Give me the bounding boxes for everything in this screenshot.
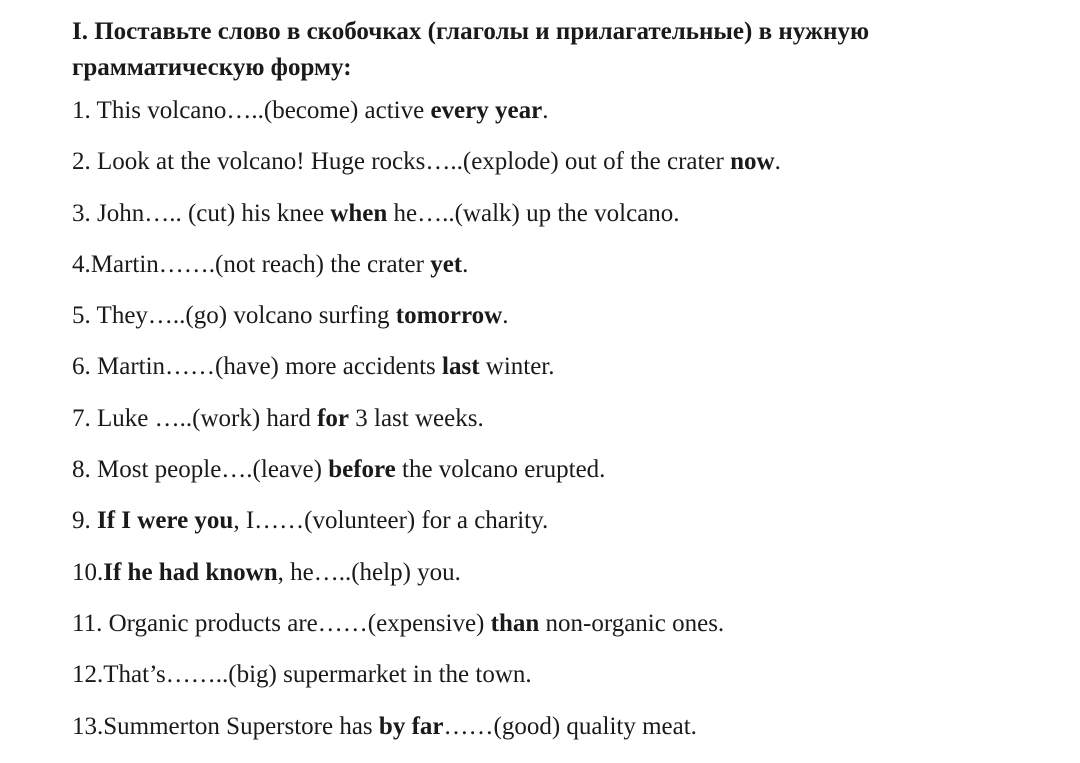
item-text: 3 last weeks. <box>349 404 484 432</box>
exercise-item-9 <box>72 506 1080 557</box>
item-keyword: than <box>490 609 540 637</box>
item-text: 1. This volcano…..(become) active <box>72 97 431 124</box>
item-text: . <box>774 148 781 176</box>
item-keyword: yet <box>430 250 463 278</box>
exercise-item-10 <box>72 558 1080 609</box>
item-text: . <box>542 97 549 124</box>
item-text: winter. <box>479 353 555 381</box>
item-keyword: before <box>328 456 396 484</box>
exercise-item-5 <box>72 301 1080 352</box>
item-keyword: If he had known <box>103 558 278 586</box>
item-text: , I……(volunteer) for a charity. <box>233 507 549 535</box>
item-text: 10. <box>72 558 104 586</box>
item-text: he…..(walk) up the volcano. <box>387 199 680 227</box>
item-text: 3. John….. (cut) his knee <box>72 199 331 227</box>
item-text: , he…..(help) you. <box>277 558 461 586</box>
exercise-list <box>72 96 1080 763</box>
item-keyword: by far <box>378 712 444 740</box>
exercise-item-11 <box>72 609 1080 660</box>
exercise-item-12 <box>72 660 1080 711</box>
item-keyword: every year <box>430 97 543 124</box>
item-text: the volcano erupted. <box>395 456 606 484</box>
item-text: 13.Summerton Superstore has <box>72 712 379 740</box>
item-text: . <box>462 250 469 278</box>
item-text: 12.That’s……..(big) supermarket in the town. <box>72 661 532 689</box>
exercise-item-2 <box>72 147 1080 198</box>
item-text: 7. Luke …..(work) hard <box>72 404 318 432</box>
item-text: 9. <box>72 507 97 535</box>
item-text: non-organic ones. <box>539 609 725 637</box>
item-text: 6. Martin……(have) more accidents <box>72 353 443 381</box>
exercise-item-6 <box>72 352 1080 403</box>
item-text: 4.Martin…….(not reach) the crater <box>72 250 431 278</box>
exercise-item-3 <box>72 199 1080 250</box>
item-text: . <box>502 302 509 330</box>
exercise-heading: I. Поставьте слово в скобочках (глаголы и прилагательные) в нужную грамматическую форму: <box>72 18 870 81</box>
item-keyword: now <box>730 148 775 176</box>
item-text: 8. Most people….(leave) <box>72 456 329 484</box>
item-keyword: tomorrow <box>395 302 503 330</box>
item-keyword: for <box>317 404 349 432</box>
item-text: 2. Look at the volcano! Huge rocks…..(explode) out of the crater <box>72 148 731 176</box>
exercise-item-1 <box>72 96 1080 147</box>
item-text: 11. Organic products are……(expensive) <box>72 609 491 637</box>
exercise-item-7 <box>72 404 1080 455</box>
item-text: 5. They…..(go) volcano surfing <box>72 302 396 330</box>
exercise-item-13 <box>72 712 1080 763</box>
exercise-item-4 <box>72 250 1080 301</box>
item-keyword: when <box>330 199 388 227</box>
item-keyword: last <box>442 353 480 381</box>
item-keyword: If I were you <box>97 507 234 535</box>
item-text: ……(good) quality meat. <box>443 712 697 740</box>
exercise-item-8 <box>72 455 1080 506</box>
